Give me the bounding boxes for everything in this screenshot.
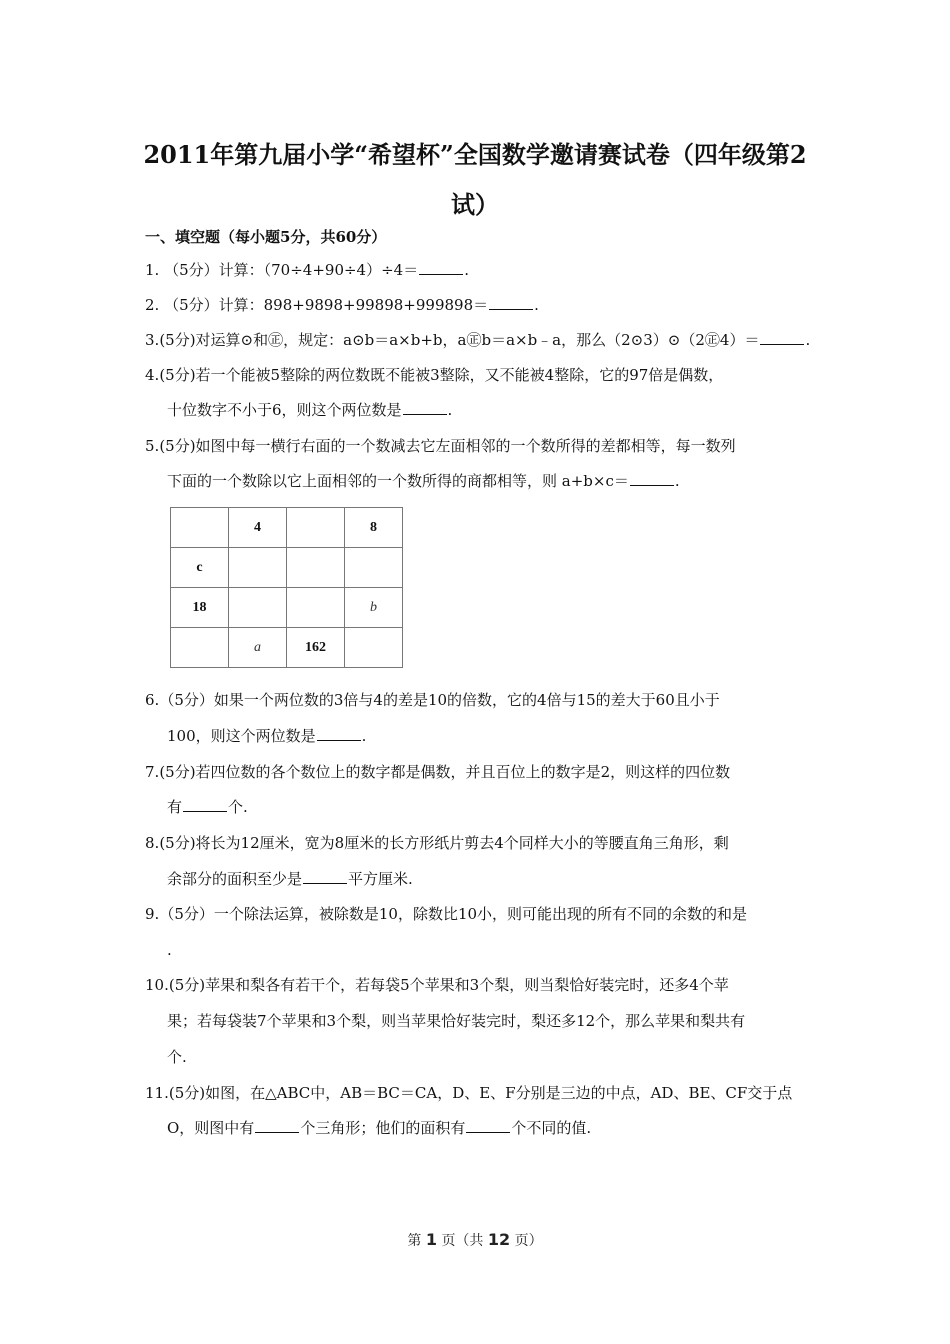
question-8: 8.(5分)将长为12厘米，宽为8厘米的长方形纸片剪去4个同样大小的等腰直角三角形，剩: [145, 834, 729, 852]
question-9-cont: .: [167, 941, 172, 959]
grid-cell: c: [171, 548, 229, 588]
total-pages: 12: [487, 1230, 511, 1249]
grid-cell: b: [345, 588, 403, 628]
question-3: 3.(5分)对运算⊙和㊣，规定：a⊙b＝a×b+b，a㊣b＝a×b﹣a，那么（2⊙3）⊙（2㊣4）＝ .: [145, 331, 811, 349]
question-10-cont: 果；若每袋装7个苹果和3个梨，则当苹果恰好装完时，梨还多12个，那么苹果和梨共有: [167, 1012, 746, 1030]
question-1: 1. （5分）计算：（70÷4+90÷4）÷4＝ .: [145, 261, 469, 279]
page-footer: 第 1 页（共 12 页）: [407, 1230, 543, 1249]
figure-number-grid: [170, 507, 403, 668]
question-5: 5.(5分)如图中每一横行右面的一个数减去它左面相邻的一个数所得的差都相等，每一数列: [145, 437, 736, 455]
question-2: 2. （5分）计算：898+9898+99898+999898＝ .: [145, 296, 539, 314]
section-heading: 一、填空题（每小题5分，共60分）: [145, 228, 387, 246]
question-7-cont: 有 个.: [167, 798, 248, 816]
question-11-cont: O，则图中有 个三角形；他们的面积有 个不同的值.: [167, 1119, 592, 1137]
grid-cell: 8: [345, 508, 403, 548]
question-text: (5分)若一个能被5整除的两位数既不能被3整除，又不能被4整除，它的97倍是偶数，: [159, 366, 724, 384]
answer-blank: [419, 260, 463, 275]
question-text: （5分）如果一个两位数的3倍与4的差是10的倍数，它的4倍与15的差大于60且小于: [159, 691, 720, 709]
grid-cell: [345, 628, 403, 668]
grid-cell: [287, 508, 345, 548]
question-text: (5分)如图，在△ABC中，AB＝BC＝CA，D、E、F分别是三边的中点，AD、BE、CF交于点: [168, 1084, 793, 1102]
question-text: (5分)苹果和梨各有若干个，若每袋5个苹果和3个梨，则当梨恰好装完时，还多4个苹: [168, 976, 729, 994]
answer-blank: [466, 1118, 510, 1133]
grid-cell: [287, 588, 345, 628]
question-6: 6.（5分）如果一个两位数的3倍与4的差是10的倍数，它的4倍与15的差大于60且小于: [145, 691, 720, 709]
grid-cell: [229, 588, 287, 628]
grid-cell: 162: [287, 628, 345, 668]
question-7: 7.(5分)若四位数的各个数位上的数字都是偶数，并且百位上的数字是2，则这样的四位数: [145, 763, 731, 781]
answer-blank: [317, 726, 361, 741]
answer-blank: [489, 295, 533, 310]
grid-cell: [287, 548, 345, 588]
question-5-cont: 下面的一个数除以它上面相邻的一个数所得的商都相等，则 a+b×c＝ .: [167, 472, 680, 490]
grid-cell: [345, 548, 403, 588]
question-text: (5分)对运算⊙和㊣，规定：a⊙b＝a×b+b，a㊣b＝a×b﹣a，那么（2⊙3）⊙（2㊣4）＝: [159, 331, 760, 349]
question-4-cont: 十位数字不小于6，则这个两位数是 .: [167, 401, 453, 419]
question-4: 4.(5分)若一个能被5整除的两位数既不能被3整除，又不能被4整除，它的97倍是偶数，: [145, 366, 724, 384]
answer-blank: [255, 1118, 299, 1133]
question-text: (5分)若四位数的各个数位上的数字都是偶数，并且百位上的数字是2，则这样的四位数: [159, 763, 731, 781]
question-text: （5分）一个除法运算，被除数是10，除数比10小，则可能出现的所有不同的余数的和是: [159, 905, 748, 923]
question-text: （5分）计算：898+9898+99898+999898＝: [164, 296, 489, 314]
document-title-line-2: 试）: [451, 190, 499, 219]
answer-blank: [760, 330, 804, 345]
grid-cell: 18: [171, 588, 229, 628]
question-11: 11.(5分)如图，在△ABC中，AB＝BC＝CA，D、E、F分别是三边的中点，AD、BE、CF交于点: [145, 1084, 793, 1102]
question-text: (5分)如图中每一横行右面的一个数减去它左面相邻的一个数所得的差都相等，每一数列: [159, 437, 736, 455]
grid-cell: [171, 508, 229, 548]
question-9: 9.（5分）一个除法运算，被除数是10，除数比10小，则可能出现的所有不同的余数的和是: [145, 905, 748, 923]
grid-cell: [229, 548, 287, 588]
question-text: （5分）计算：（70÷4+90÷4）÷4＝: [164, 261, 419, 279]
grid-cell: 4: [229, 508, 287, 548]
grid-cell: a: [229, 628, 287, 668]
question-8-cont: 余部分的面积至少是 平方厘米.: [167, 870, 413, 888]
question-text: (5分)将长为12厘米，宽为8厘米的长方形纸片剪去4个同样大小的等腰直角三角形，剩: [159, 834, 729, 852]
current-page: 1: [425, 1230, 437, 1249]
answer-blank: [403, 400, 447, 415]
document-title-line-1: 2011年第九届小学“希望杯”全国数学邀请赛试卷（四年级第2: [143, 140, 807, 169]
answer-blank: [303, 869, 347, 884]
question-6-cont: 100，则这个两位数是 .: [167, 727, 367, 745]
question-10-cont-2: 个.: [167, 1048, 187, 1066]
grid-cell: [171, 628, 229, 668]
question-10: 10.(5分)苹果和梨各有若干个，若每袋5个苹果和3个梨，则当梨恰好装完时，还多4个苹: [145, 976, 729, 994]
answer-blank: [183, 797, 227, 812]
answer-blank: [630, 471, 674, 486]
